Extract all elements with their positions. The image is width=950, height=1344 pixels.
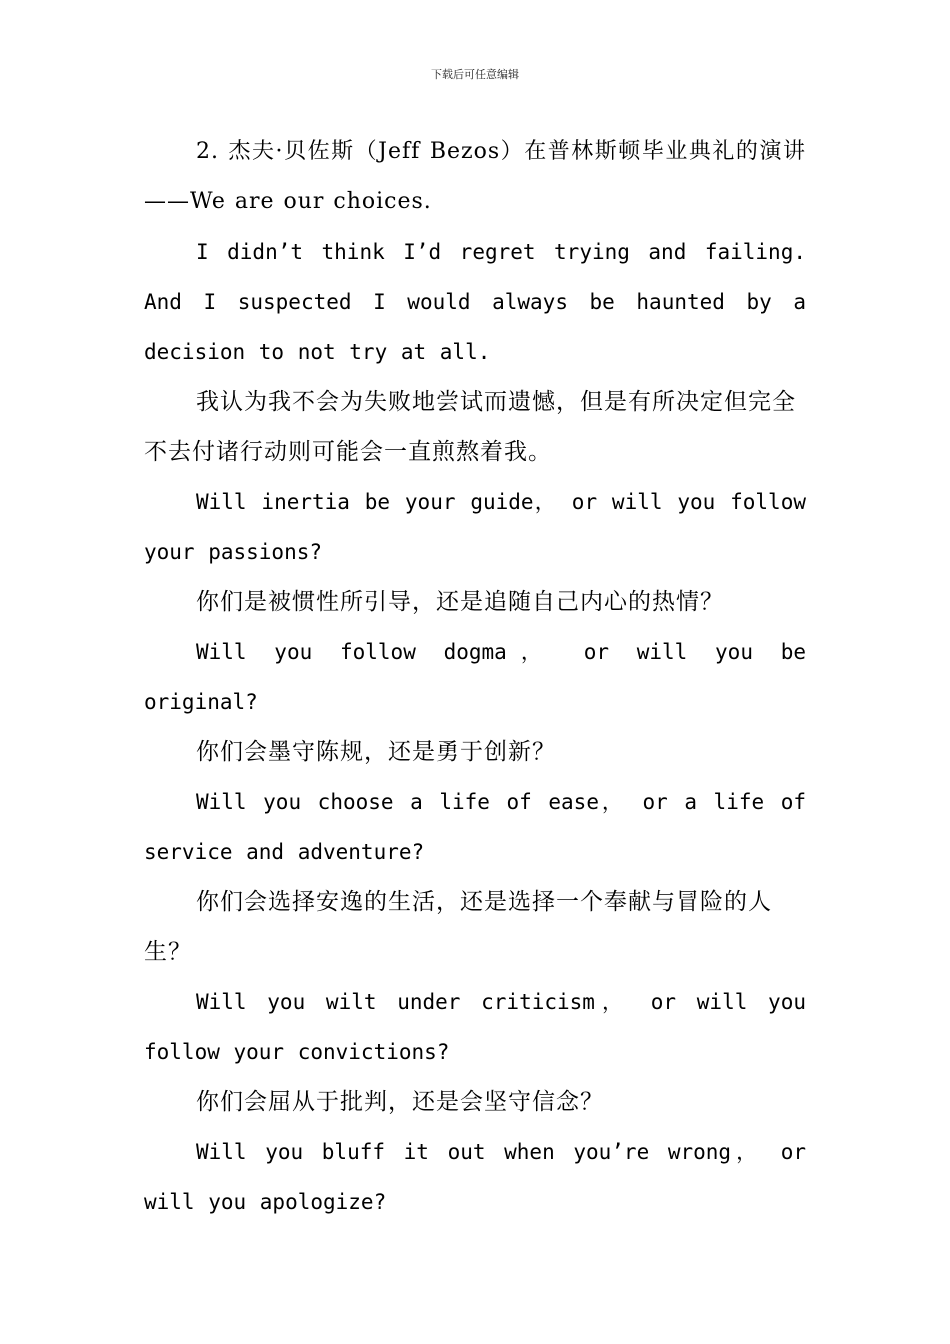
document-body (144, 127, 806, 1227)
english-paragraph: I didn’t think I’d regret trying and failing. And I suspected I would always be haunted by a decision to not try at all. (144, 240, 806, 364)
chinese-paragraph: 你们会屈从于批判，还是会坚守信念？ (196, 1089, 604, 1115)
speech-title: 2. 杰夫·贝佐斯（Jeff Bezos）在普林斯顿毕业典礼的演讲——We are our choices. (144, 139, 806, 214)
english-paragraph: Will you follow dogma， or will you be original? (144, 640, 806, 714)
chinese-paragraph: 我认为我不会为失败地尝试而遗憾，但是有所决定但完全不去付诸行动则可能会一直煎熬着我。 (144, 389, 796, 465)
page-header: 下载后可任意编辑 (431, 68, 519, 81)
english-paragraph: Will inertia be your guide， or will you follow your passions? (144, 490, 806, 564)
chinese-paragraph: 你们是被惯性所引导，还是追随自己内心的热情？ (196, 589, 724, 615)
english-paragraph: Will you choose a life of ease， or a life of service and adventure? (144, 790, 806, 864)
english-paragraph: Will you wilt under criticism， or will you follow your convictions? (144, 990, 806, 1064)
chinese-paragraph: 你们会墨守陈规，还是勇于创新？ (196, 739, 556, 765)
english-paragraph: Will you bluff it out when you’re wrong， or will you apologize? (144, 1140, 806, 1214)
chinese-paragraph: 你们会选择安逸的生活，还是选择一个奉献与冒险的人生？ (144, 889, 772, 965)
